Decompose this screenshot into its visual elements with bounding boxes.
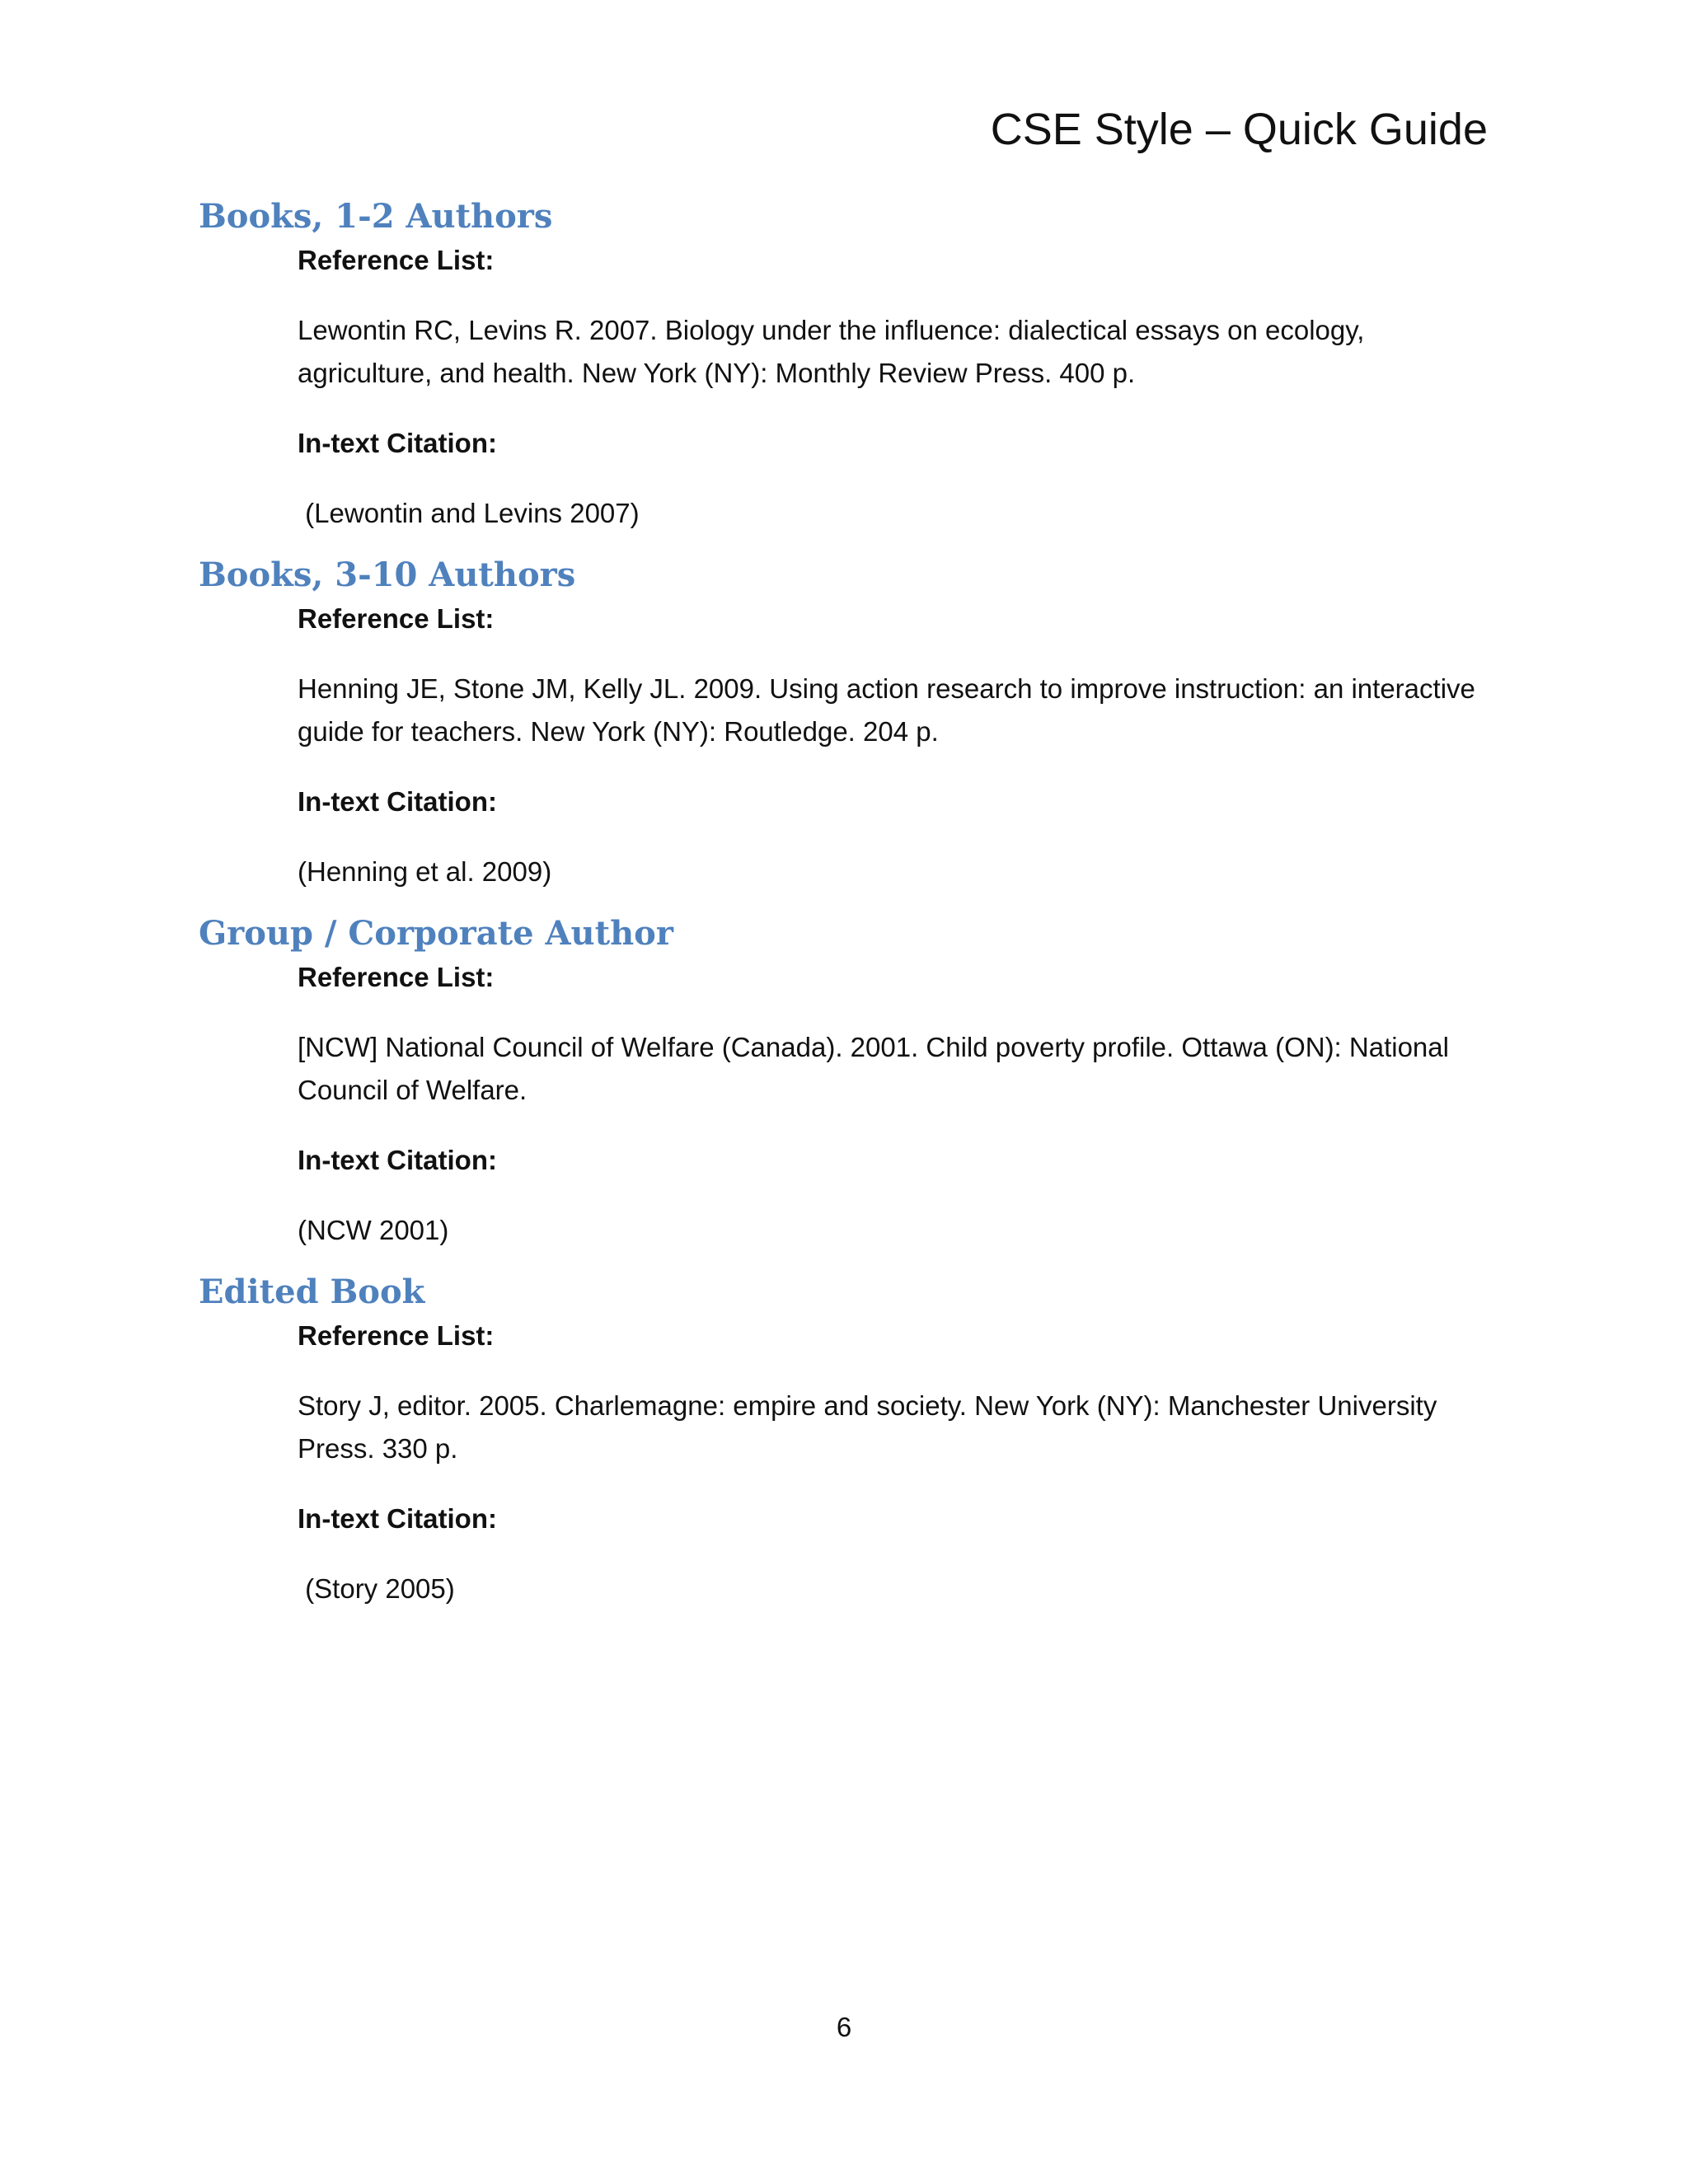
in-text-citation: (Lewontin and Levins 2007)	[298, 498, 640, 528]
reference-entry: Story J, editor. 2005. Charlemagne: empire and society. New York (NY): Manchester University Press. 330 p.	[298, 1390, 1437, 1464]
document-body	[199, 194, 1493, 1629]
section-books-1-2-authors	[199, 194, 1493, 535]
section-heading: Books, 3-10 Authors	[199, 555, 576, 594]
reference-list-label: Reference List:	[298, 603, 495, 634]
in-text-citation-label: In-text Citation:	[298, 428, 497, 458]
in-text-citation-label: In-text Citation:	[298, 1145, 497, 1175]
section-block	[298, 239, 1493, 535]
section-heading: Group / Corporate Author	[199, 914, 673, 953]
in-text-citation: (Henning et al. 2009)	[298, 856, 552, 887]
reference-entry: Henning JE, Stone JM, Kelly JL. 2009. Using action research to improve instruction: an interactive guide for teachers. New York (NY): Routledge. 204 p.	[298, 673, 1475, 747]
reference-list-label: Reference List:	[298, 1320, 495, 1351]
section-block	[298, 598, 1493, 893]
page-header-title: CSE Style – Quick Guide	[990, 105, 1488, 154]
in-text-citation-label: In-text Citation:	[298, 786, 497, 817]
section-block	[298, 1315, 1493, 1610]
page-number: 6	[836, 2012, 852, 2042]
reference-list-label: Reference List:	[298, 245, 495, 275]
section-books-3-10-authors	[199, 553, 1493, 893]
section-heading: Edited Book	[199, 1272, 425, 1311]
reference-entry: Lewontin RC, Levins R. 2007. Biology under the influence: dialectical essays on ecology, agriculture, and health. New York (NY): Monthly Review Press. 400 p.	[298, 315, 1365, 388]
section-heading: Books, 1-2 Authors	[199, 197, 553, 236]
section-edited-book	[199, 1270, 1493, 1610]
in-text-citation: (Story 2005)	[298, 1573, 455, 1604]
section-group-corporate-author	[199, 912, 1493, 1252]
reference-list-label: Reference List:	[298, 962, 495, 992]
section-block	[298, 956, 1493, 1252]
reference-entry: [NCW] National Council of Welfare (Canada). 2001. Child poverty profile. Ottawa (ON): National Council of Welfare.	[298, 1032, 1449, 1105]
in-text-citation-label: In-text Citation:	[298, 1503, 497, 1534]
in-text-citation: (NCW 2001)	[298, 1215, 449, 1245]
